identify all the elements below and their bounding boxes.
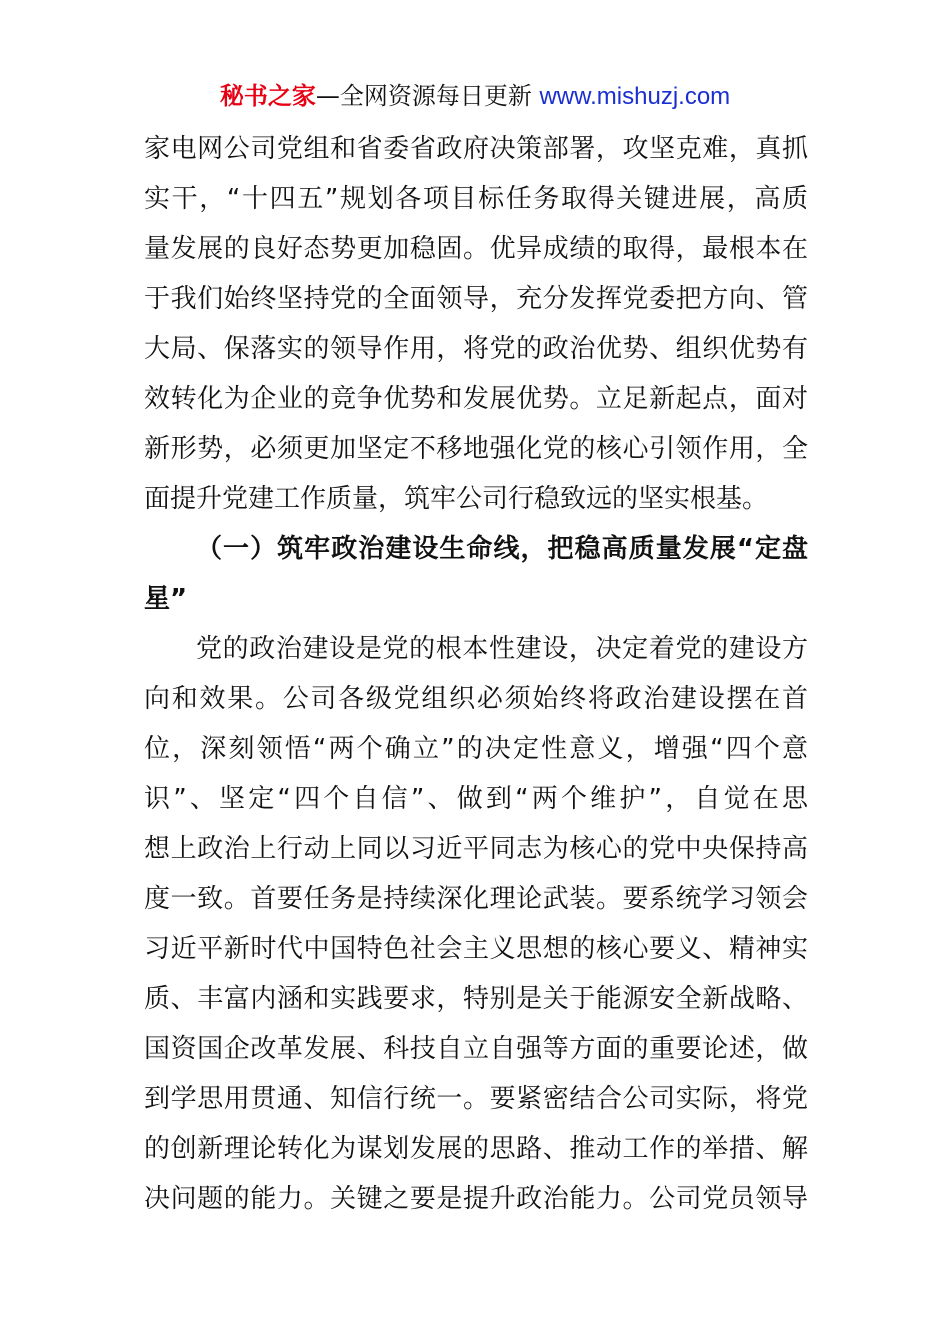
- text-line: 效转化为企业的竞争优势和发展优势。立足新起点，面对: [144, 384, 808, 414]
- text-line: 面提升党建工作质量，筑牢公司行稳致远的坚实根基。: [144, 484, 769, 514]
- text-line: 大局、保落实的领导作用，将党的政治优势、组织优势有: [144, 334, 808, 364]
- text-line: 决问题的能力。关键之要是提升政治能力。公司党员领导: [144, 1184, 808, 1214]
- site-brand: 秘书之家: [219, 82, 316, 110]
- section-heading: （一）筑牢政治建设生命线，把稳高质量发展“定盘: [196, 534, 808, 564]
- text-line: 想上政治上行动上同以习近平同志为核心的党中央保持高: [144, 834, 808, 864]
- text-line: 到学思用贯通、知信行统一。要紧密结合公司实际，将党: [144, 1084, 808, 1114]
- section-heading-continued: 星”: [144, 584, 188, 614]
- text-line: 国资国企改革发展、科技自立自强等方面的重要论述，做: [144, 1034, 808, 1064]
- text-line: 新形势，必须更加坚定不移地强化党的核心引领作用，全: [144, 434, 808, 464]
- text-line: 的创新理论转化为谋划发展的思路、推动工作的举措、解: [144, 1134, 808, 1164]
- text-line: 实干，“十四五”规划各项目标任务取得关键进展，高质: [144, 184, 808, 214]
- document-body: [144, 124, 808, 1224]
- text-line: 向和效果。公司各级党组织必须始终将政治建设摆在首: [144, 684, 808, 714]
- text-line: 度一致。首要任务是持续深化理论武装。要系统学习领会: [144, 884, 808, 914]
- text-line: 质、丰富内涵和实践要求，特别是关于能源安全新战略、: [144, 984, 808, 1014]
- text-line: 位，深刻领悟“两个确立”的决定性意义，增强“四个意: [144, 734, 808, 764]
- text-line: 量发展的良好态势更加稳固。优异成绩的取得，最根本在: [144, 234, 808, 264]
- text-line: 党的政治建设是党的根本性建设，决定着党的建设方: [196, 634, 808, 664]
- text-line: 识”、坚定“四个自信”、做到“两个维护”，自觉在思: [144, 784, 808, 814]
- text-line: 家电网公司党组和省委省政府决策部署，攻坚克难，真抓: [144, 134, 808, 164]
- text-line: 习近平新时代中国特色社会主义思想的核心要义、精神实: [144, 934, 808, 964]
- site-tagline: —全网资源每日更新: [315, 82, 540, 110]
- text-line: 于我们始终坚持党的全面领导，充分发挥党委把方向、管: [144, 284, 808, 314]
- site-url[interactable]: www.mishuzj.com: [539, 83, 731, 110]
- site-header: [0, 78, 950, 114]
